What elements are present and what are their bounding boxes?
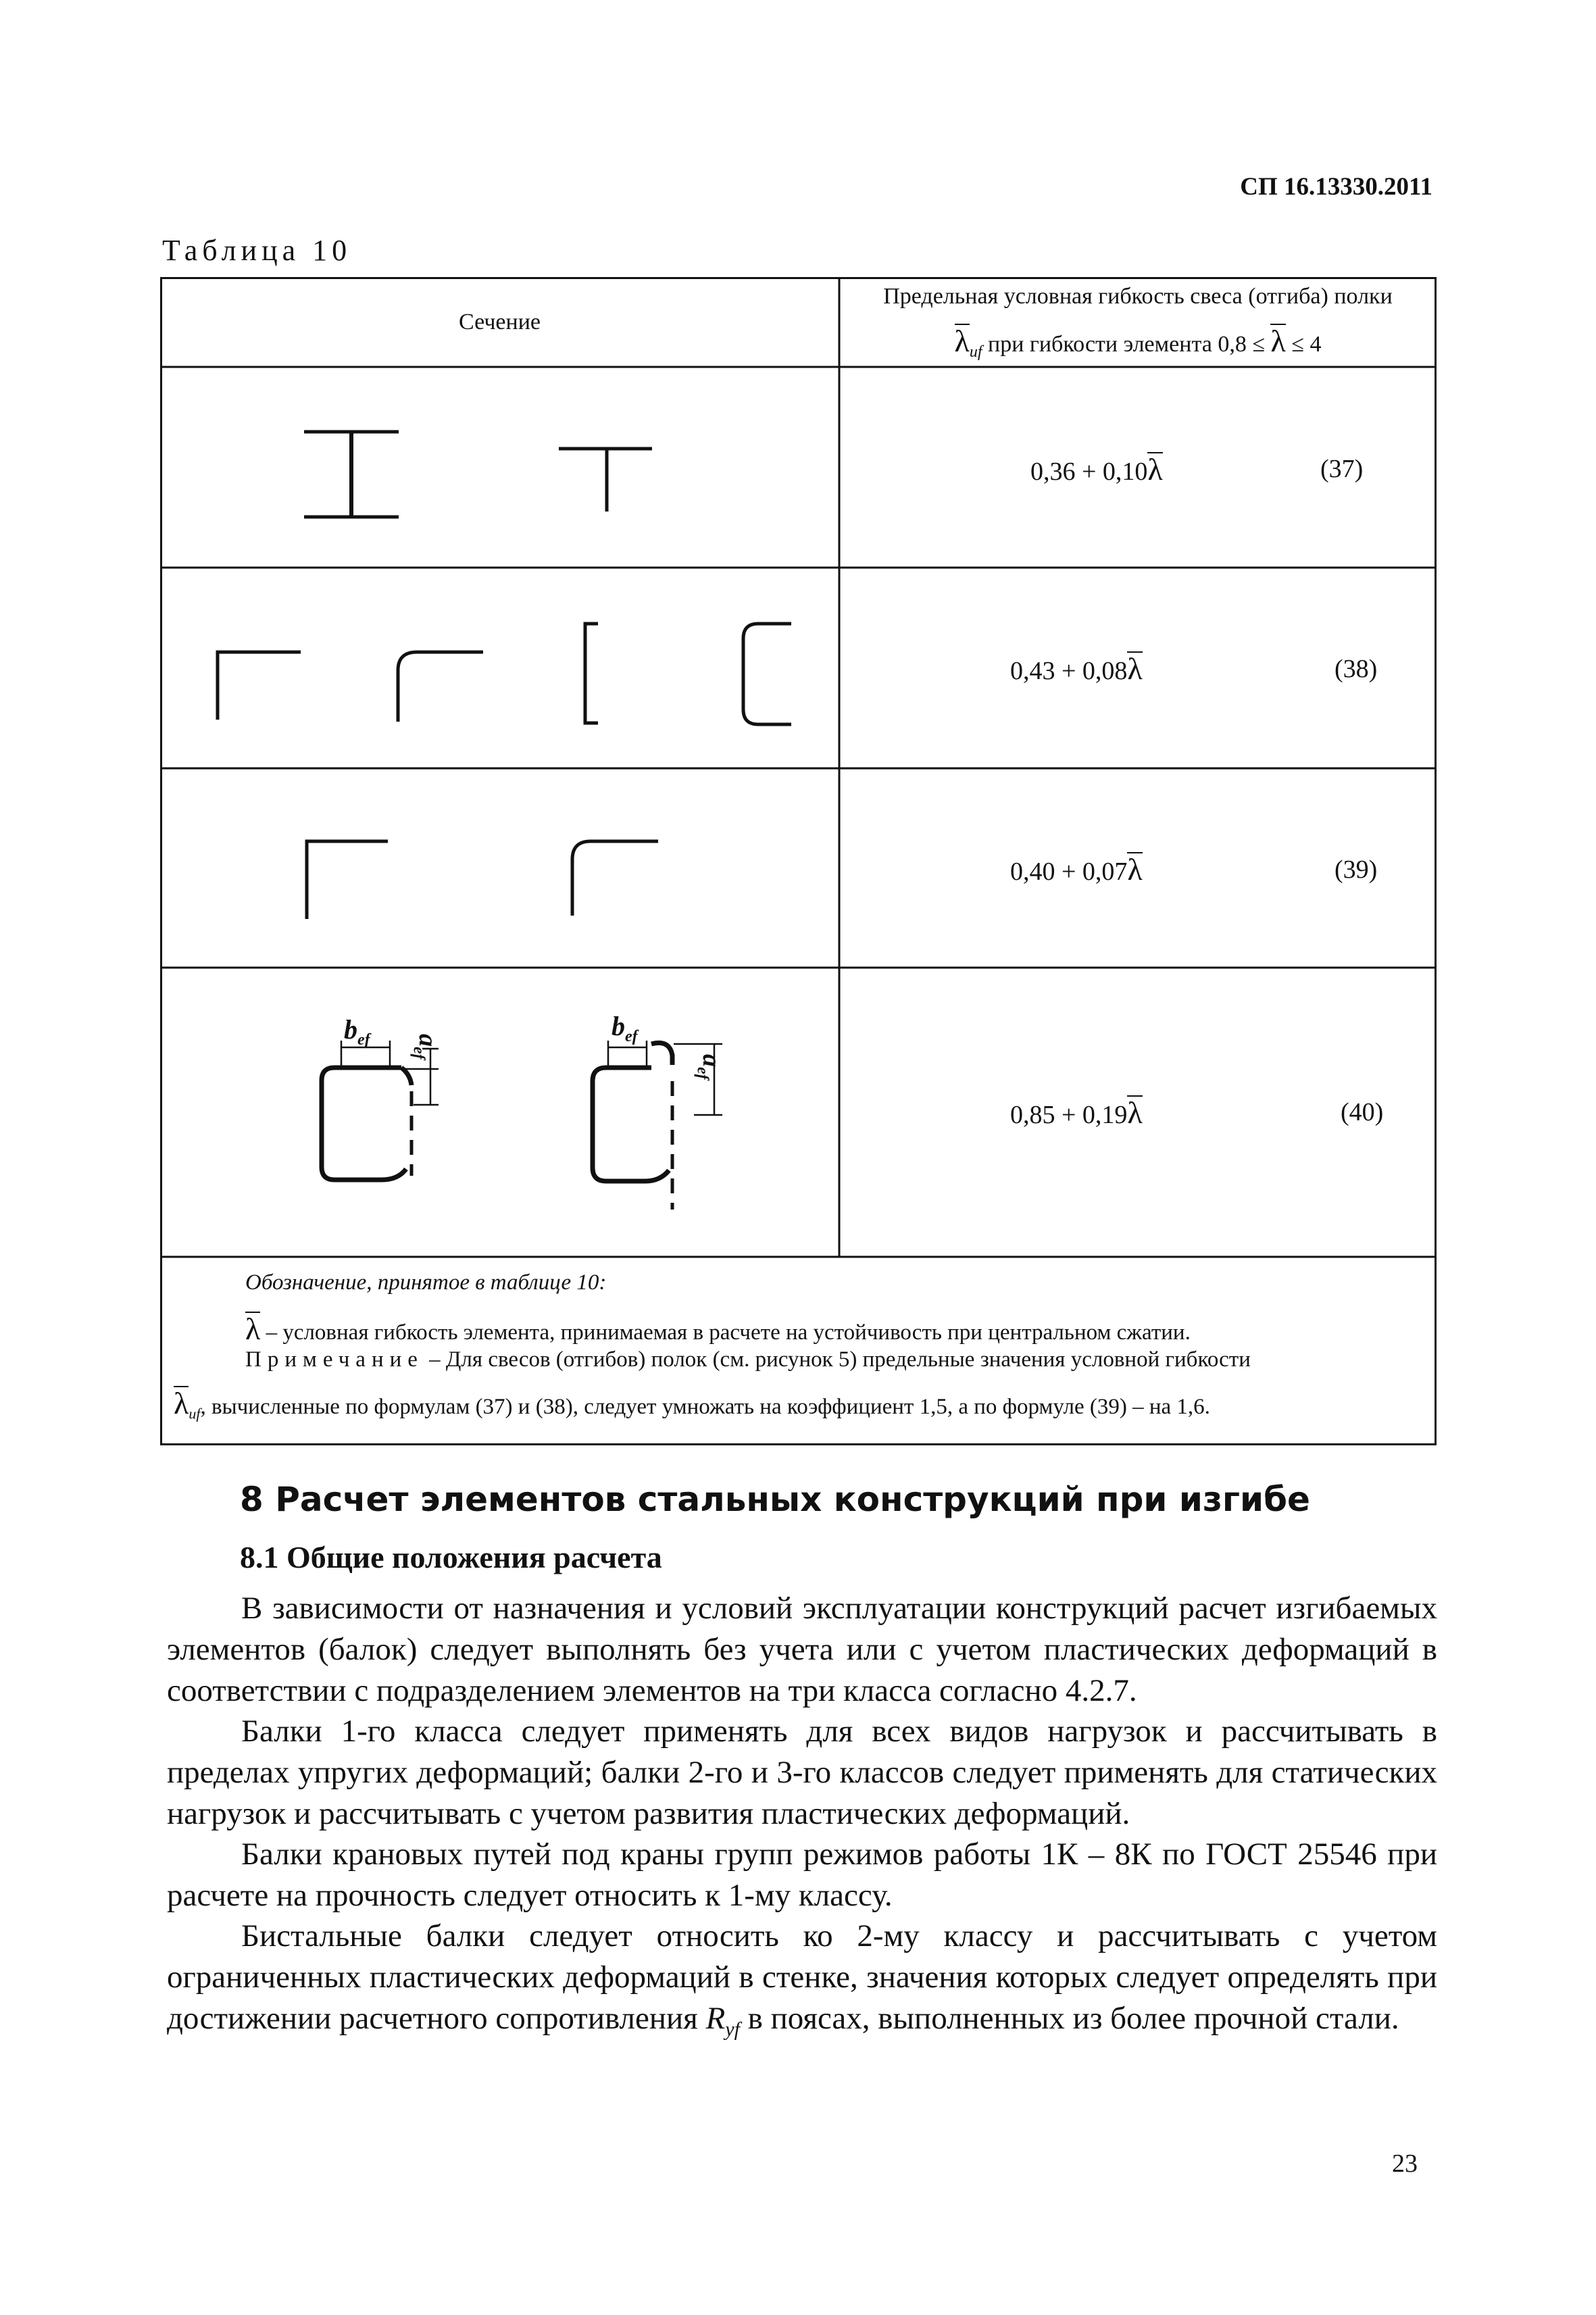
lambda-symbol: λ: [1270, 324, 1286, 358]
notes-lambda-definition: [245, 1311, 1191, 1347]
bent-box-section-icon: [322, 1068, 412, 1180]
dim-label-a-ef: $a_{ef}$: [409, 1034, 442, 1060]
notes-designation: Обозначение, принятое в таблице 10:: [245, 1270, 607, 1295]
symbol-r-subscript: yf: [725, 2018, 740, 2041]
formula-37: [1030, 451, 1163, 487]
subsection-heading: 8.1 Общие положения расчета: [240, 1540, 662, 1574]
formula-value: 0,85 + 0,19: [1010, 1101, 1128, 1129]
formula-number-37: (37): [1320, 455, 1364, 483]
document-code: СП 16.13330.2011: [1240, 173, 1432, 201]
notes-remark-continuation: [174, 1385, 1210, 1423]
i-beam-icon: [304, 432, 399, 517]
formula-value: 0,43 + 0,08: [1010, 657, 1128, 685]
formula-value: 0,36 + 0,10: [1030, 457, 1148, 486]
column-header-section: Сечение: [458, 309, 541, 334]
notes-remark: [245, 1347, 1251, 1372]
lambda-subscript: uf: [969, 343, 982, 361]
bent-channel-section-icon: [743, 624, 791, 724]
dim-label-b-ef: $b_{ef}$: [344, 1014, 370, 1049]
lambda-subscript: uf: [189, 1405, 201, 1422]
formula-number-40: (40): [1341, 1098, 1384, 1126]
formula-number-38: (38): [1335, 655, 1378, 683]
paragraph: Балки 1-го класса следует применять для всех видов нагрузок и рассчитывать в пределах упругих деформаций; балки 2-го и 3-го классов следует применять для статических нагрузок и рассчитывать с учетом развития пластических деформаций.: [167, 1714, 1437, 1831]
angle-section-icon: [307, 841, 388, 919]
formula-value: 0,40 + 0,07: [1010, 857, 1128, 886]
lambda-symbol: λ: [245, 1312, 261, 1346]
paragraph: [167, 1916, 1437, 2049]
t-section-icon: [559, 449, 652, 512]
header-condition-tail: ≤ 4: [1291, 332, 1322, 357]
formula-40: [1010, 1095, 1143, 1130]
page-number: 23: [1392, 2149, 1418, 2178]
dim-label-a-ef: $a_{ef}$: [693, 1054, 726, 1080]
section-heading: 8 Расчет элементов стальных конструкций при изгибе: [240, 1480, 1310, 1519]
lambda-symbol: λ: [1127, 651, 1143, 686]
column-header-limit-line2: [839, 323, 1437, 362]
remark-label: Примечание: [245, 1347, 424, 1372]
rounded-angle-section-icon: [398, 652, 483, 722]
lambda-symbol: λ: [1127, 1095, 1143, 1130]
symbol-r: R: [705, 2001, 726, 2036]
table-caption: Таблица 10: [162, 234, 352, 267]
remark-text: – Для свесов (отгибов) полок (см. рисунок 5) предельные значения условной гибкости: [429, 1347, 1251, 1372]
paragraph: В зависимости от назначения и условий эксплуатации конструкций расчет изгибаемых элементов (балок) следует выполнять без учета или с учетом пластических деформаций в соответствии с подразделением элементов на три класса согласно 4.2.7.: [167, 1591, 1437, 1708]
paragraph-text: Бистальные балки следует относить ко 2-му классу и рассчитывать с учетом ограниченных пластических деформаций в стенке, значения которых следует определять при достижении расчетного сопротивления: [167, 1918, 1437, 2036]
column-header-limit-line1: Предельная условная гибкость свеса (отгиба) полки: [883, 284, 1393, 309]
paragraph: Балки крановых путей под краны групп режимов работы 1К – 8К по ГОСТ 25546 при расчете на прочность следует относить к 1-му классу.: [167, 1837, 1437, 1913]
formula-39: [1010, 851, 1143, 887]
dim-label-b-ef: $b_{ef}$: [612, 1011, 638, 1045]
lambda-definition-text: – условная гибкость элемента, принимаемая в расчете на устойчивость при центральном сжатии.: [266, 1320, 1191, 1345]
table-10: [160, 277, 1437, 1445]
remark-continuation-text: , вычисленные по формулам (37) и (38), следует умножать на коэффициент 1,5, а по формуле (39) – на 1,6.: [200, 1395, 1210, 1419]
angle-section-icon: [218, 652, 301, 720]
formula-38: [1010, 651, 1143, 687]
lambda-symbol: λ: [1147, 452, 1163, 487]
channel-section-icon: [585, 624, 598, 723]
bent-lip-channel-section-icon: [593, 1043, 672, 1181]
paragraph-text: в поясах, выполненных из более прочной стали.: [739, 2001, 1399, 2036]
header-condition-text: при гибкости элемента 0,8 ≤: [988, 332, 1265, 357]
formula-number-39: (39): [1335, 855, 1378, 884]
rounded-angle-section-icon: [572, 841, 658, 916]
lambda-symbol: λ: [954, 324, 970, 358]
lambda-symbol: λ: [1127, 852, 1143, 887]
lambda-symbol: λ: [174, 1386, 189, 1420]
